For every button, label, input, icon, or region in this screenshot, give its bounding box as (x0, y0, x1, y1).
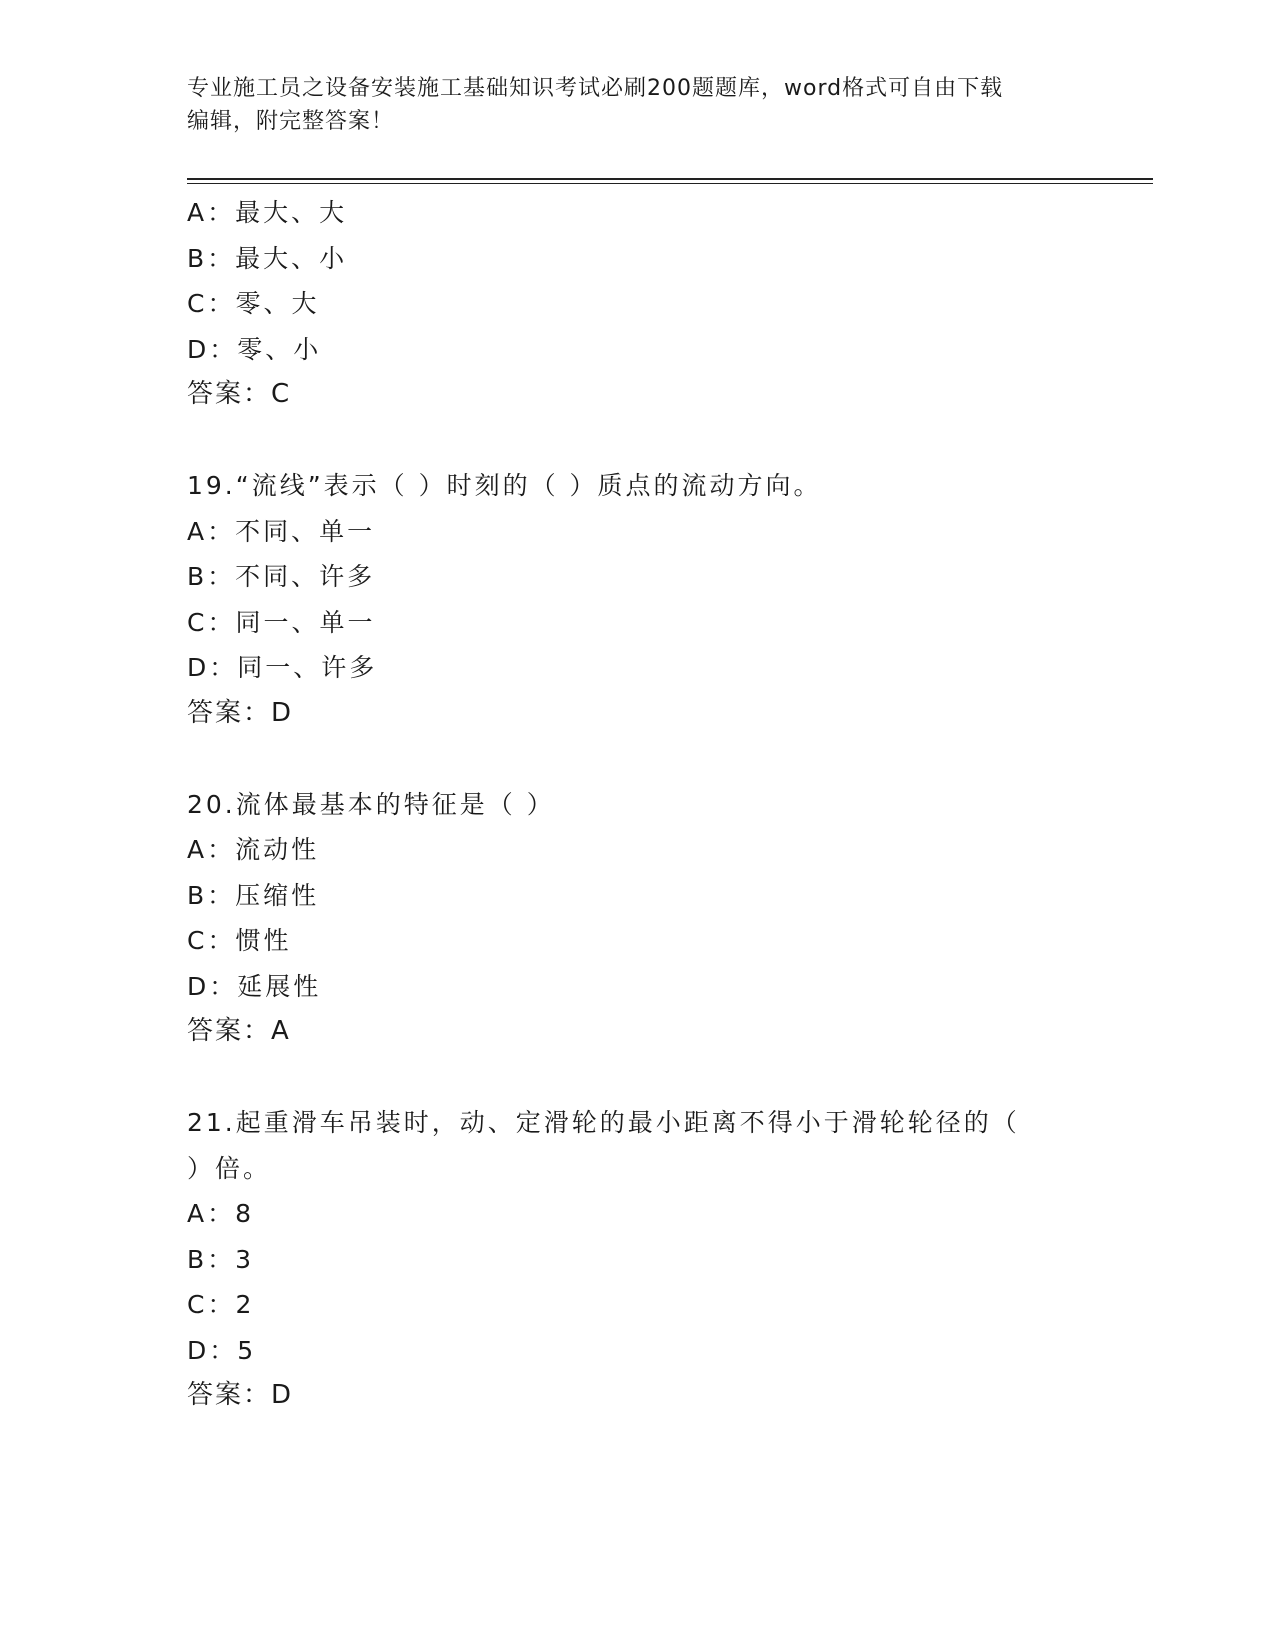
header-line-1: 专业施工员之设备安装施工基础知识考试必刷200题题库，word格式可自由下载 (187, 76, 1004, 101)
document-header (187, 72, 1087, 138)
option-a: A：不同、单一 (187, 516, 376, 546)
answer-line: 答案：D (187, 1380, 294, 1410)
option-a: A：8 (187, 1199, 255, 1228)
option-c: C：同一、单一 (187, 607, 376, 637)
option-b: B：3 (187, 1244, 255, 1274)
option-d: D：5 (187, 1335, 257, 1365)
answer-line: 答案：A (187, 1016, 291, 1046)
question-21 (187, 1100, 1087, 1419)
option-b: B：不同、许多 (187, 562, 376, 591)
question-20 (187, 782, 1087, 1055)
option-d: D：零、小 (187, 334, 322, 364)
spacer (187, 418, 1087, 464)
question-stem: 19.“流线”表示（ ）时刻的（ ）质点的流动方向。 (187, 471, 822, 500)
option-a: A：最大、大 (187, 198, 348, 227)
option-c: C：惯性 (187, 926, 292, 955)
answer-line: 答案：D (187, 697, 294, 728)
question-18-continued (187, 190, 1087, 418)
option-a: A：流动性 (187, 835, 320, 864)
spacer (187, 1055, 1087, 1101)
header-divider-thin (187, 183, 1153, 184)
header-line-2: 编辑，附完整答案！ (187, 109, 395, 134)
option-c: C：零、大 (187, 289, 320, 318)
question-stem: 20.流体最基本的特征是（ ） (187, 789, 555, 819)
option-d: D：同一、许多 (187, 653, 378, 682)
answer-line: 答案：C (187, 379, 292, 409)
question-stem-line-2: ）倍。 (187, 1153, 272, 1183)
question-content (187, 190, 1087, 1419)
question-19 (187, 463, 1087, 736)
option-b: B：压缩性 (187, 880, 320, 910)
option-c: C：2 (187, 1290, 255, 1319)
header-divider-thick (187, 178, 1153, 180)
spacer (187, 736, 1087, 782)
option-b: B：最大、小 (187, 243, 348, 273)
option-d: D：延展性 (187, 971, 322, 1001)
question-stem-line-1: 21.起重滑车吊装时，动、定滑轮的最小距离不得小于滑轮轮径的（ (187, 1108, 1020, 1137)
